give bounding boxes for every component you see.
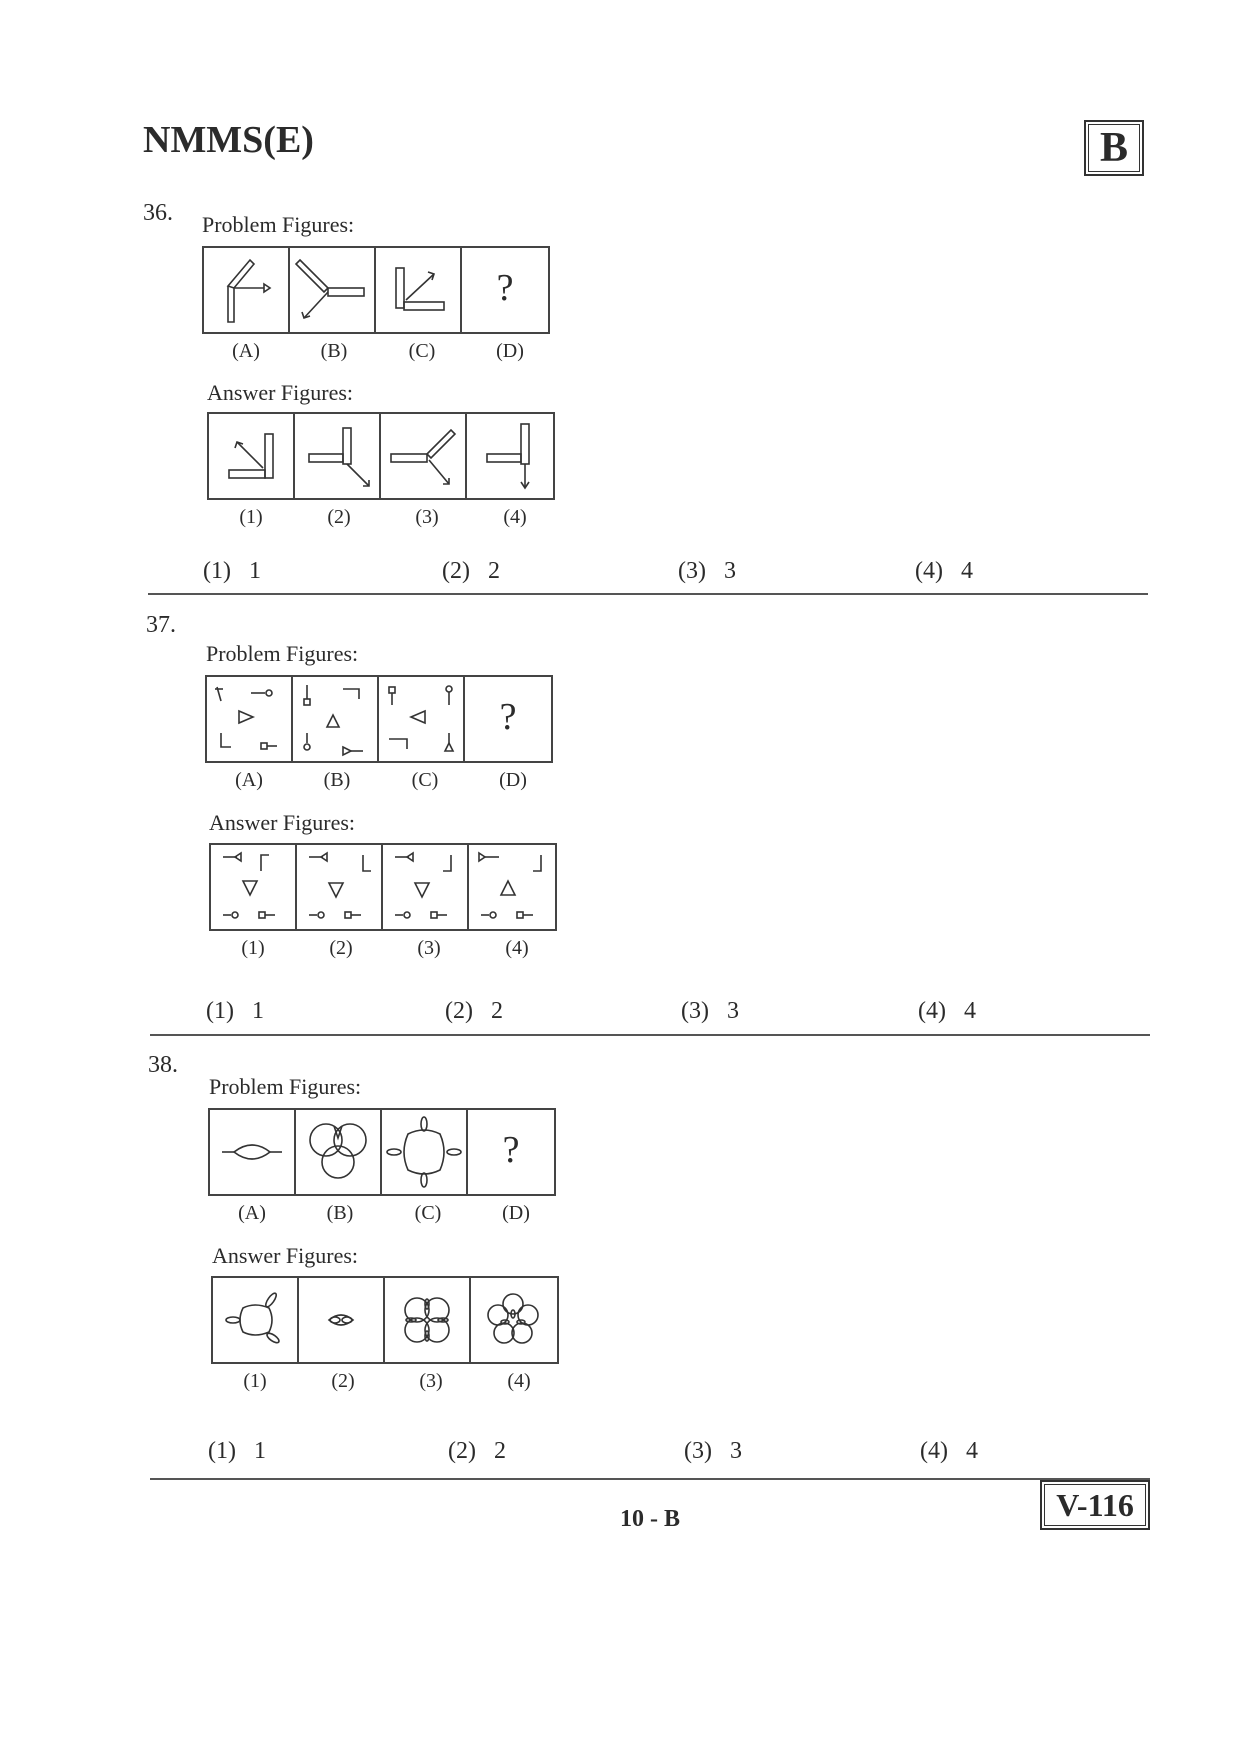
problem-figures-strip: [202, 246, 550, 334]
option-3[interactable]: (3) 3: [684, 1438, 742, 1464]
answer-figure-3[interactable]: [385, 1278, 471, 1362]
answer-figure-4[interactable]: [471, 1278, 557, 1362]
divider: [150, 1478, 1150, 1480]
problem-figure-d: [462, 248, 548, 332]
problem-figures-strip: [205, 675, 553, 763]
question-number: 37.: [146, 612, 176, 638]
option-1[interactable]: (1) 1: [203, 558, 261, 584]
problem-figure-c: [376, 248, 462, 332]
problem-captions: [202, 340, 554, 363]
caption-c: (C): [414, 1202, 442, 1224]
paper-code-badge: V-116: [1040, 1480, 1150, 1530]
answer-captions: [209, 937, 561, 960]
problem-figure-c: [382, 1110, 468, 1194]
option-1[interactable]: (1) 1: [206, 998, 264, 1024]
answer-figure-3[interactable]: [383, 845, 469, 929]
option-3[interactable]: (3) 3: [678, 558, 736, 584]
answer-captions: [211, 1370, 563, 1393]
answer-figure-2[interactable]: [299, 1278, 385, 1362]
answer-figures-strip: [207, 412, 555, 500]
caption-d: (D): [499, 769, 527, 791]
caption-b: (B): [323, 769, 351, 791]
answer-figures-label: Answer Figures:: [207, 380, 354, 405]
caption-1: (1): [241, 937, 265, 959]
caption-2: (2): [329, 937, 353, 959]
problem-captions: [208, 1202, 560, 1225]
option-2[interactable]: (2) 2: [448, 1438, 506, 1464]
caption-d: (D): [496, 340, 524, 362]
caption-c: (C): [411, 769, 439, 791]
answer-figure-3[interactable]: [381, 414, 467, 498]
problem-figure-b: [293, 677, 379, 761]
problem-figure-b: [296, 1110, 382, 1194]
set-code-badge: B: [1084, 120, 1144, 176]
problem-figure-d: [468, 1110, 554, 1194]
caption-b: (B): [326, 1202, 354, 1224]
caption-1: (1): [239, 506, 263, 528]
caption-a: (A): [235, 769, 263, 791]
caption-3: (3): [417, 937, 441, 959]
answer-figures-strip: [211, 1276, 559, 1364]
question-mark: ?: [496, 267, 514, 309]
problem-figure-b: [290, 248, 376, 332]
caption-1: (1): [243, 1370, 267, 1392]
caption-4: (4): [505, 937, 529, 959]
question-number: 36.: [143, 200, 173, 226]
caption-c: (C): [408, 340, 436, 362]
answer-figure-2[interactable]: [297, 845, 383, 929]
answer-figure-4[interactable]: [467, 414, 553, 498]
answer-figures-label: Answer Figures:: [209, 810, 356, 835]
page-number: 10 - B: [620, 1506, 680, 1532]
problem-figure-a: [210, 1110, 296, 1194]
answer-figure-4[interactable]: [469, 845, 555, 929]
problem-figures-label: Problem Figures:: [202, 212, 355, 237]
option-1[interactable]: (1) 1: [208, 1438, 266, 1464]
answer-figures-strip: [209, 843, 557, 931]
caption-2: (2): [327, 506, 351, 528]
answer-figure-1[interactable]: [213, 1278, 299, 1362]
caption-4: (4): [503, 506, 527, 528]
option-4[interactable]: (4) 4: [915, 558, 973, 584]
option-2[interactable]: (2) 2: [445, 998, 503, 1024]
answer-figure-2[interactable]: [295, 414, 381, 498]
option-3[interactable]: (3) 3: [681, 998, 739, 1024]
problem-figure-d: [465, 677, 551, 761]
caption-a: (A): [238, 1202, 266, 1224]
option-4[interactable]: (4) 4: [918, 998, 976, 1024]
caption-3: (3): [415, 506, 439, 528]
problem-figure-a: [207, 677, 293, 761]
problem-captions: [205, 769, 557, 792]
option-4[interactable]: (4) 4: [920, 1438, 978, 1464]
answer-captions: [207, 506, 559, 529]
caption-a: (A): [232, 340, 260, 362]
option-2[interactable]: (2) 2: [442, 558, 500, 584]
question-mark: ?: [499, 696, 517, 738]
problem-figures-label: Problem Figures:: [206, 641, 359, 666]
divider: [148, 593, 1148, 595]
caption-b: (B): [320, 340, 348, 362]
problem-figures-label: Problem Figures:: [209, 1074, 362, 1099]
caption-d: (D): [502, 1202, 530, 1224]
problem-figures-strip: [208, 1108, 556, 1196]
caption-2: (2): [331, 1370, 355, 1392]
page-title: NMMS(E): [143, 119, 314, 161]
question-number: 38.: [148, 1052, 178, 1078]
caption-3: (3): [419, 1370, 443, 1392]
answer-figure-1[interactable]: [209, 414, 295, 498]
caption-4: (4): [507, 1370, 531, 1392]
question-mark: ?: [502, 1129, 520, 1171]
answer-figures-label: Answer Figures:: [212, 1243, 359, 1268]
divider: [150, 1034, 1150, 1036]
answer-figure-1[interactable]: [211, 845, 297, 929]
problem-figure-c: [379, 677, 465, 761]
problem-figure-a: [204, 248, 290, 332]
